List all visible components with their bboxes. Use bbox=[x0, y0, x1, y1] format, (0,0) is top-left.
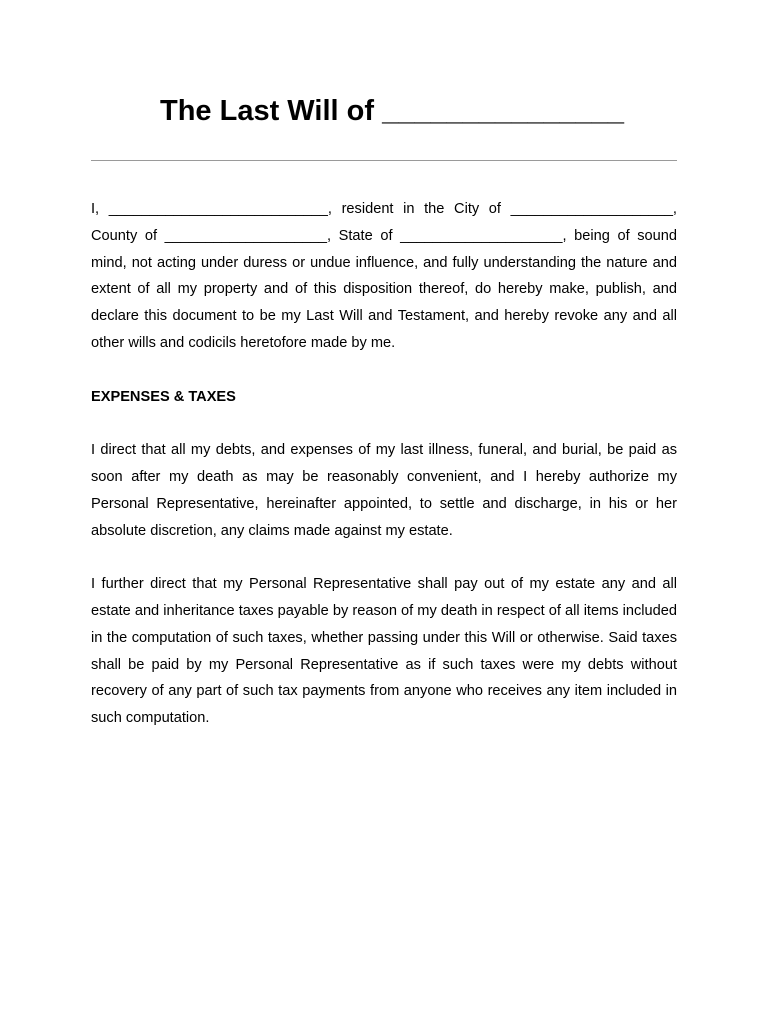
document-body bbox=[91, 196, 677, 759]
section-heading-expenses-taxes: EXPENSES & TAXES bbox=[91, 388, 236, 405]
title-divider bbox=[91, 160, 677, 161]
taxes-paragraph: I further direct that my Personal Representative shall pay out of my estate any and all estate and inheritance taxes payable by reason of my death in respect of all items included in the computation of such taxes, whether passing under this Will or otherwise. Said taxes shall be paid by my Personal Representative as if such taxes were my debts without recovery of any part of such tax payments from anyone who receives any item included in such computation. bbox=[91, 576, 677, 727]
expenses-paragraph: I direct that all my debts, and expenses of my last illness, funeral, and burial, be paid as soon after my death as may be reasonably convenient, and I hereby authorize my Personal Representative, hereinafter appointed, to settle and discharge, in his or her absolute discretion, any claims made against my estate. bbox=[91, 442, 677, 539]
document-title: The Last Will of _______________ bbox=[160, 95, 624, 127]
intro-paragraph: I, ___________________________, resident in the City of ____________________, County of ____________________, State of ____________________, being of sound mind, not acting under duress or undue influence, and fully understanding the nature and extent of all my property and of this disposition thereof, do hereby make, publish, and declare this document to be my Last Will and Testament, and hereby revoke any and all other wills and codicils heretofore made by me. bbox=[91, 201, 677, 351]
